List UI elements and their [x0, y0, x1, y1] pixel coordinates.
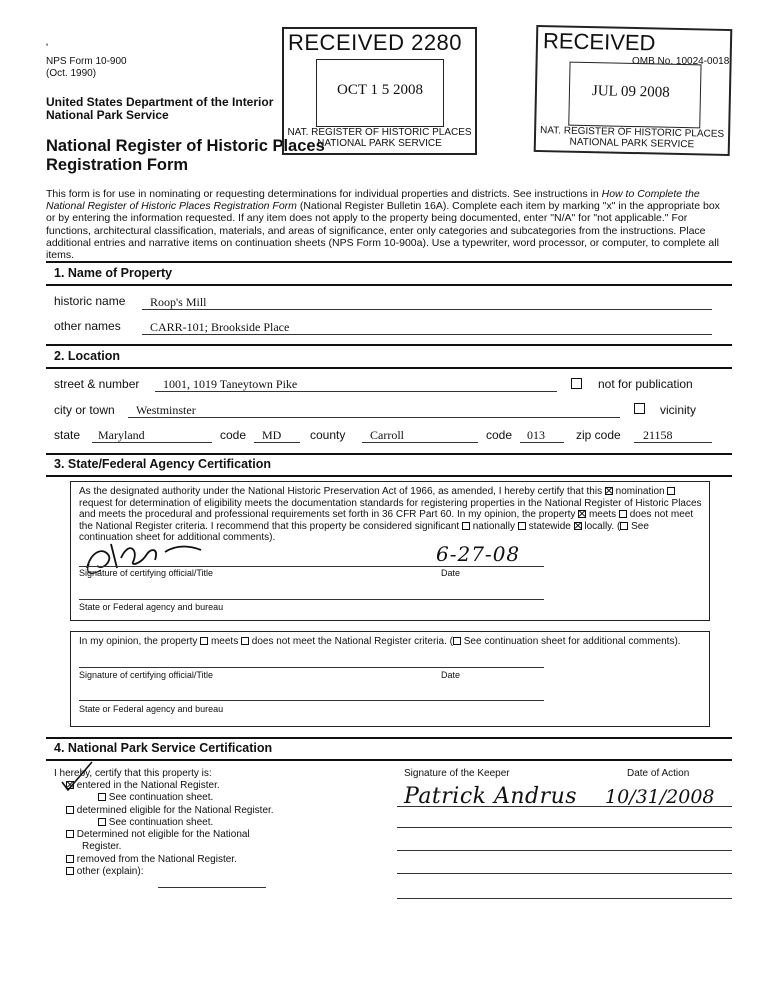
opinion-text-1: In my opinion, the property: [79, 636, 198, 647]
cert-nationally-label: nationally: [472, 520, 516, 532]
not-eligible-checkbox[interactable]: [66, 830, 74, 838]
section-divider: [46, 475, 732, 477]
continuation-item: [66, 792, 276, 804]
opinion-text-2: does not meet the National Register criteria. (: [251, 636, 453, 647]
opinion-does-not-meet-checkbox[interactable]: [241, 637, 249, 645]
removed-checkbox[interactable]: [66, 855, 74, 863]
stamp-line1: NAT. REGISTER OF HISTORIC PLACES: [287, 127, 472, 138]
eligible-label: determined eligible for the National Register.: [76, 804, 274, 816]
stamp-date-box: [568, 62, 701, 129]
keeper-line-4: [397, 873, 732, 874]
continuation-label: See continuation sheet.: [108, 792, 214, 804]
other-explain-line: [158, 887, 266, 888]
other-checkbox[interactable]: [66, 867, 74, 875]
keeper-line-1: [397, 806, 732, 807]
opinion-panel: [70, 631, 710, 727]
not-for-publication-checkbox[interactable]: [571, 378, 582, 389]
zip-value[interactable]: 21158: [643, 428, 673, 442]
cert-text-3: does not meet the National Register criteria. I recommend that this property be considered significant: [79, 509, 694, 532]
date-label: Date: [441, 568, 461, 578]
opinion-see-continuation: See continuation sheet for additional comments).: [463, 636, 681, 647]
not-for-publication-label: not for publication: [598, 377, 693, 391]
removed-item: [66, 854, 276, 866]
section-divider: [46, 367, 732, 369]
state-code-value[interactable]: MD: [262, 428, 282, 442]
locally-checkbox[interactable]: [574, 522, 582, 530]
other-names-line: [142, 334, 712, 335]
stamp-heading: RECEIVED 2280: [288, 30, 463, 55]
state-value[interactable]: Maryland: [98, 428, 145, 442]
action-date-value: 10/31/2008: [605, 786, 715, 808]
form-tick: ': [46, 42, 49, 54]
nps-cert-list: [66, 780, 276, 878]
continuation-item: [66, 817, 276, 829]
cert-text-2: request for determination of eligibility meets the documentation standards for registering properties in the National Register of Historic Places and meets the procedural and professional requirements set forth in 36 CFR Part 60. In my opinion, the property: [79, 497, 702, 521]
other-names-value[interactable]: CARR-101; Brookside Place: [150, 320, 290, 334]
state-line: [92, 442, 212, 443]
section-divider: [46, 737, 732, 739]
county-value[interactable]: Carroll: [370, 428, 404, 442]
entered-label: entered in the National Register.: [76, 780, 220, 791]
stamp-date-box: [316, 59, 444, 127]
vicinity-checkbox[interactable]: [634, 403, 645, 414]
eligible-checkbox[interactable]: [66, 806, 74, 814]
agency-line: [79, 599, 544, 600]
omb-number: OMB No. 10024-0018: [632, 56, 730, 67]
not-eligible-label: Determined not eligible for the National Register.: [76, 829, 250, 853]
statewide-checkbox[interactable]: [518, 522, 526, 530]
removed-label: removed from the National Register.: [76, 853, 237, 865]
historic-name-line: [142, 309, 712, 310]
stamp-date: JUL 09 2008: [591, 83, 670, 101]
agency-label: State or Federal agency and bureau: [79, 602, 224, 612]
intro-text-1: This form is for use in nominating or requesting determinations for individual properties and districts. See instructions in: [46, 188, 602, 200]
nomination-checkbox[interactable]: [605, 487, 613, 495]
continuation-label: See continuation sheet.: [108, 816, 214, 828]
section-divider: [46, 453, 732, 455]
cert-locally-label: locally. (: [584, 520, 621, 532]
certifying-signature-text: [119, 546, 122, 547]
section2-title: 2. Location: [54, 349, 120, 363]
cert-statewide-label: statewide: [528, 520, 571, 532]
other-label: other (explain):: [76, 866, 144, 878]
street-line: [155, 391, 557, 392]
historic-name-label: historic name: [54, 294, 126, 308]
not-eligible-item: [66, 829, 276, 854]
eligible-item: [66, 805, 276, 817]
county-code-line: [520, 442, 564, 443]
keeper-label: Signature of the Keeper: [404, 768, 510, 779]
form-date: (Oct. 1990): [46, 68, 97, 79]
street-label: street & number: [54, 377, 140, 391]
continuation-checkbox[interactable]: [620, 522, 628, 530]
zip-line: [634, 442, 712, 443]
state-code-label: code: [220, 428, 247, 442]
service-name: National Park Service: [46, 108, 169, 122]
state-code-line: [254, 442, 300, 443]
state-certification-panel: [70, 481, 710, 621]
intro-bulletin-title: How to Complete the National Register of Historic Places Registration Form: [46, 188, 700, 213]
keeper-line-3: [397, 850, 732, 851]
section-divider: [46, 759, 732, 761]
opinion-meets-label: meets: [210, 636, 239, 647]
other-item: [66, 866, 276, 878]
keeper-line-2: [397, 827, 732, 828]
form-title-line1: National Register of Historic Places: [46, 137, 325, 155]
signature-line: [79, 667, 544, 668]
city-label: city or town: [54, 403, 115, 417]
signature-label: Signature of certifying official/Title: [79, 670, 214, 680]
does-not-meet-checkbox[interactable]: [619, 510, 627, 518]
received-stamp-2: [534, 25, 733, 156]
section4-title: 4. National Park Service Certification: [54, 741, 273, 755]
opinion-meets-checkbox[interactable]: [200, 637, 208, 645]
keeper-signature: Patrick Andrus: [404, 784, 578, 809]
department-name: United States Department of the Interior: [46, 95, 274, 109]
city-line: [128, 417, 620, 418]
cert-text-1: As the designated authority under the National Historic Preservation Act of 1966, as amended, I hereby certify that this: [79, 486, 603, 497]
cert-see-continuation: See continuation sheet for additional comments).: [79, 520, 649, 544]
signature-line: [79, 566, 544, 567]
intro-text-2: (National Register Bulletin 16A). Complete each item by marking "x" in the appropriate box or by entering the information requested. If any item does not apply to the property being documented, enter "N/A" for "not applicable." For functions, architectural classification, materials, and areas of significance, enter only categories and subcategories from the instructions. Place additional entries and narrative items on continuation sheets (NPS Form 10-900a). Use a typewriter, word processor, or computer, to complete all items.: [46, 200, 720, 262]
request-checkbox[interactable]: [667, 487, 675, 495]
agency-label: State or Federal agency and bureau: [79, 704, 224, 714]
intro-paragraph: [46, 188, 726, 261]
opinion-continuation-checkbox[interactable]: [453, 637, 461, 645]
form-title-line2: Registration Form: [46, 156, 189, 174]
county-code-label: code: [486, 428, 513, 442]
stamp-heading: RECEIVED: [542, 28, 656, 56]
form-number: NPS Form 10-900: [46, 56, 127, 67]
stamp-line2: NATIONAL PARK SERVICE: [317, 138, 442, 149]
section-divider: [46, 284, 732, 286]
section1-title: 1. Name of Property: [54, 266, 173, 280]
nationally-checkbox[interactable]: [462, 522, 470, 530]
state-label: state: [54, 428, 81, 442]
agency-line: [79, 700, 544, 701]
county-line: [362, 442, 478, 443]
check-mark-drawing: [58, 760, 98, 794]
continuation-checkbox[interactable]: [98, 818, 106, 826]
certification-date-value: 6-27-08: [436, 542, 521, 566]
section-divider: [46, 344, 732, 346]
signature-label: Signature of certifying official/Title: [79, 568, 214, 578]
cert-meets-label: meets: [588, 509, 617, 521]
cert-nomination-label: nomination: [615, 486, 665, 497]
other-names-label: other names: [54, 319, 121, 333]
opinion-text: [79, 636, 703, 648]
section3-title: 3. State/Federal Agency Certification: [54, 457, 271, 471]
stamp-date: OCT 1 5 2008: [337, 82, 423, 98]
keeper-line-5: [397, 898, 732, 899]
street-value[interactable]: 1001, 1019 Taneytown Pike: [163, 377, 298, 391]
continuation-checkbox[interactable]: [98, 793, 106, 801]
city-value[interactable]: Westminster: [136, 403, 196, 417]
county-code-value[interactable]: 013: [527, 428, 545, 442]
stamp-line2: NATIONAL PARK SERVICE: [569, 136, 695, 151]
meets-checkbox[interactable]: [578, 510, 586, 518]
stamp-line1: NAT. REGISTER OF HISTORIC PLACES: [539, 125, 725, 140]
date-label: Date: [441, 670, 461, 680]
zip-label: zip code: [576, 428, 621, 442]
date-of-action-label: Date of Action: [627, 768, 690, 779]
nps-cert-intro: I hereby, certify that this property is:: [54, 768, 212, 779]
section-divider: [46, 261, 732, 263]
vicinity-label: vicinity: [660, 403, 697, 417]
historic-name-value[interactable]: Roop's Mill: [150, 295, 207, 309]
county-label: county: [310, 428, 346, 442]
received-stamp: [282, 27, 477, 155]
